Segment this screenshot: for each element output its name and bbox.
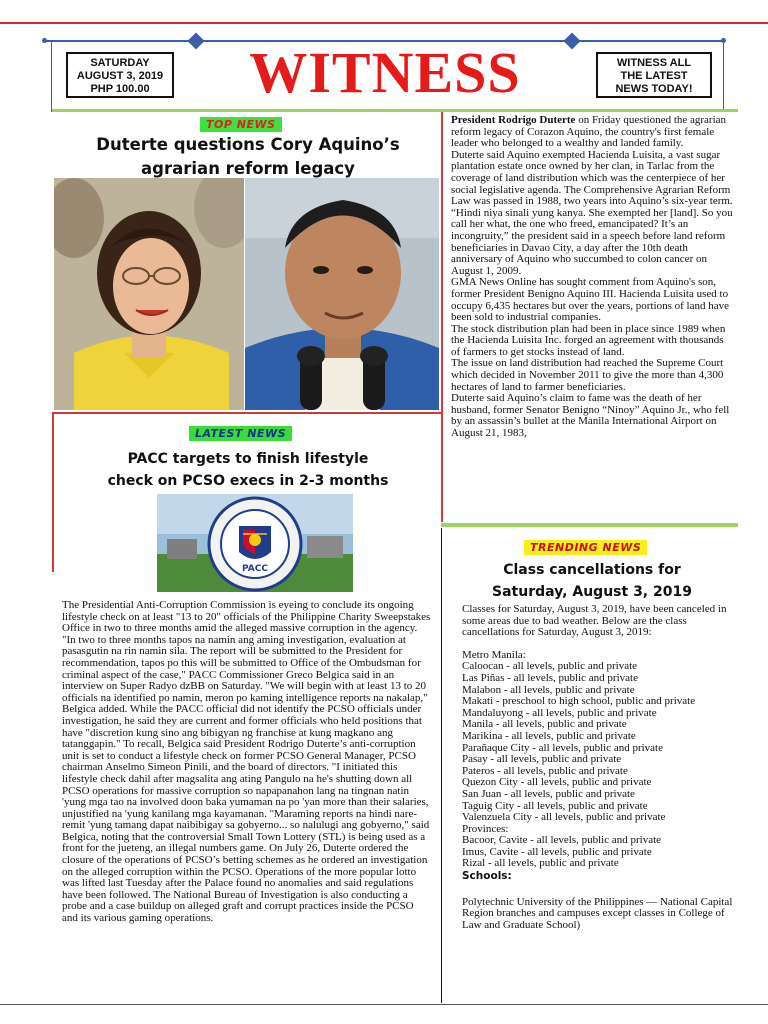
list-item: Pateros - all levels, public and private [462,764,628,777]
slogan-line-3: NEWS TODAY! [615,83,693,95]
latest-news-left-rule [52,412,54,572]
aquino-photo [54,178,244,410]
list-item: Taguig City - all levels, public and private [462,799,648,812]
top-news-lead: President Rodrigo Duterte [451,114,576,126]
latest-news-headline-line-1: PACC targets to finish lifestyle [127,451,369,467]
top-red-rule [0,22,768,24]
list-item: Rizal - all levels, public and private [462,857,619,870]
list-item: Las Piñas - all levels, public and private [462,671,638,684]
top-news-tag: TOP NEWS [200,117,282,132]
trending-news-headline-line-2: Saturday, August 3, 2019 [492,584,692,600]
top-news-headline-line-2: agrarian reform legacy [141,159,355,178]
schools-text: Polytechnic University of the Philippines — National Capital Region branches and campuses except classes in College of Law and Graduate School) [462,895,733,931]
list-item: Caloocan - all levels, public and private [462,660,638,673]
list-item: Valenzuela City - all levels, public and private [462,811,666,824]
list-item: San Juan - all levels, public and private [462,787,635,800]
pacc-logo-name: PACC [242,564,268,574]
trending-news-article [462,604,734,931]
list-item: Mandaluyong - all levels, public and private [462,706,657,719]
top-news-paragraph-6: The issue on land distribution had reached the Supreme Court which decided in November 2011 to give the more than 4,300 hectares of land to farmer beneficiaries. [451,357,724,393]
duterte-photo [245,178,439,410]
column-divider-top [441,112,443,522]
price: PHP 100.00 [90,83,150,95]
list-item: Makati - preschool to high school, public and private [462,695,696,708]
top-news-article [451,115,735,440]
metro-manila-list [462,661,734,823]
top-news-paragraph-1: on Friday questioned the agrarian reform legacy of Corazon Aquino, the country's first female leader who belonged to a wealthy and landed family. [451,114,727,150]
trending-news-headline-line-1: Class cancellations for [503,562,681,578]
schools-label: Schools: [462,870,512,883]
column-divider-bottom [441,528,442,1003]
metro-manila-label: Metro Manila: [462,648,526,661]
trending-news-tag: TRENDING NEWS [524,540,647,555]
trending-green-rule [441,523,738,527]
provinces-label: Provinces: [462,822,509,835]
slogan-line-1: WITNESS ALL [616,57,692,69]
list-item: Manila - all levels, public and private [462,718,627,731]
latest-news-article: The Presidential Anti-Corruption Commission is eyeing to conclude its ongoing lifestyle check on at least "13 to 20" officials of the Philippine Charity Sweepstakes Office in two to three months amid the alleged massive corruption in the agency. "In two to three months tapos na namin ang aming investigation, evaluation at pasasgutin na rin namin sila. The report will be submitted to the President for recommendation, tapos po this will be submitted to Office of the Ombudsman for criminal aspect of the case," PACC Commissioner Greco Belgica said in an interview on Super Radyo dzBB on Saturday. "We will begin with at least 13 to 20 officials na identified po namin, meron po kaming intelligence reports na nakalap," Belgica added. While the PACC official did not identify the PCSO officials under investigation, he said they are current and former officials who held positions that have "discretion kung sino ang bibigyan ng franchise at kung magkano ang tatanggapin." To recall, Belgica said President Rodrigo Duterte’s anti-corruption unit is set to conduct a lifestyle check on former PCSO General Manager, PCSO chairman Anselmo Simeon Pinili, and the board of directors. "I initiated this lifestyle check dahil after magsalita ang ating Pangulo na he's shutting down all PCSO operations for massive corruption so napapanahon lang na tingnan natin 'yung mga tao na involved doon baka yumaman na po 'yan more than their salaries, unjustified na 'yung kanilang mga kayamanan. "Maraming reports na hindi nare-remit 'yung tamang dapat naibibigay sa gobyerno... so nalulugi ang gobyerno," said Belgica, noting that the controversial Small Town Lottery (STL) is being used as a front for the jueteng, an illegal numbers game. On July 26, Duterte ordered the closure of the operations of PCSO’s betting schemes as he ordered an investigation on the alleged corruption within the PCSO. Operations of the more popular lotto was lifted last Tuesday after the Palace found no anomalies and said regulations have been followed. The National Bureau of Investigation is also conducting a probe and a case buildup on alleged graft and corrupt practices inside the PCSO and its various gaming operations. [62,599,431,925]
newspaper-title: WITNESS [249,40,521,105]
date-day: SATURDAY [90,57,150,69]
list-item: Quezon City - all levels, public and private [462,776,652,789]
top-news-paragraph-4: GMA News Online has sought comment from Aquino's son, former President Benigno Aquino III. Hacienda Luisita used to occupy 6,435 hectares but over the years, portions of land have been sold to industrial companies. [451,276,729,324]
list-item: Malabon - all levels, public and private [462,683,635,696]
date-full: AUGUST 3, 2019 [76,70,164,82]
latest-news-headline-line-2: check on PCSO execs in 2-3 months [107,473,389,489]
trending-news-headline [446,559,738,603]
list-item: Parañaque City - all levels, public and private [462,741,663,754]
top-news-headline-line-1: Duterte questions Cory Aquino’s [96,135,400,154]
masthead-left-edge [51,40,52,112]
provinces-list [462,835,734,870]
list-item: Imus, Cavite - all levels, public and private [462,845,652,858]
top-news-paragraph-2: Duterte said Aquino exempted Hacienda Luisita, a vast sugar plantation estate once owned by her clan, in Tarlac from the coverage of land distribution which was the centerpiece of her social legislative agenda. The Comprehensive Agrarian Reform Law was passed in 1988, two years into Aquino’s six-year term. [451,148,733,208]
top-news-paragraph-3: “Hindi niya sinali yung kanya. She exempted her [land]. So you call her what, the one who freed, emancipated? It’s an incongruity,” the president said in a speech before land reform beneficiaries in Davao City, a day after the 10th death anniversary of Aquino who succumbed to colon cancer on August 1, 2009. [451,206,733,277]
top-news-paragraph-5: The stock distribution plan had been in place since 1989 when the Hacienda Luisita Inc. forged an agreement with thousands of farmers to get stocks instead of land. [451,322,726,358]
date-box [66,52,174,98]
slogan-line-2: THE LATEST [620,70,688,82]
top-news-headline [56,133,440,181]
rule-dot-left [42,38,47,43]
trending-intro: Classes for Saturday, August 3, 2019, have been canceled in some areas due to bad weather. Below are the class cancellations for Saturday, August 3, 2019: [462,603,727,639]
top-news-bottom-rule [52,412,442,414]
slogan-box [596,52,712,98]
list-item: Marikina - all levels, public and private [462,729,636,742]
list-item: Pasay - all levels, public and private [462,753,622,766]
latest-news-tag: LATEST NEWS [189,426,292,441]
masthead-green-rule [52,109,738,112]
list-item: Bacoor, Cavite - all levels, public and private [462,834,662,847]
pacc-logo-image [157,494,353,592]
top-news-paragraph-7: Duterte said Aquino’s claim to fame was the death of her husband, former Senator Benigno “Ninoy” Aquino Jr., who fell by an assassin’s bullet at the Manila International Airport on August 21, 1983, [451,392,730,440]
page-bottom-rule [0,1004,768,1005]
masthead-right-edge [723,40,724,112]
latest-news-headline [56,448,440,492]
